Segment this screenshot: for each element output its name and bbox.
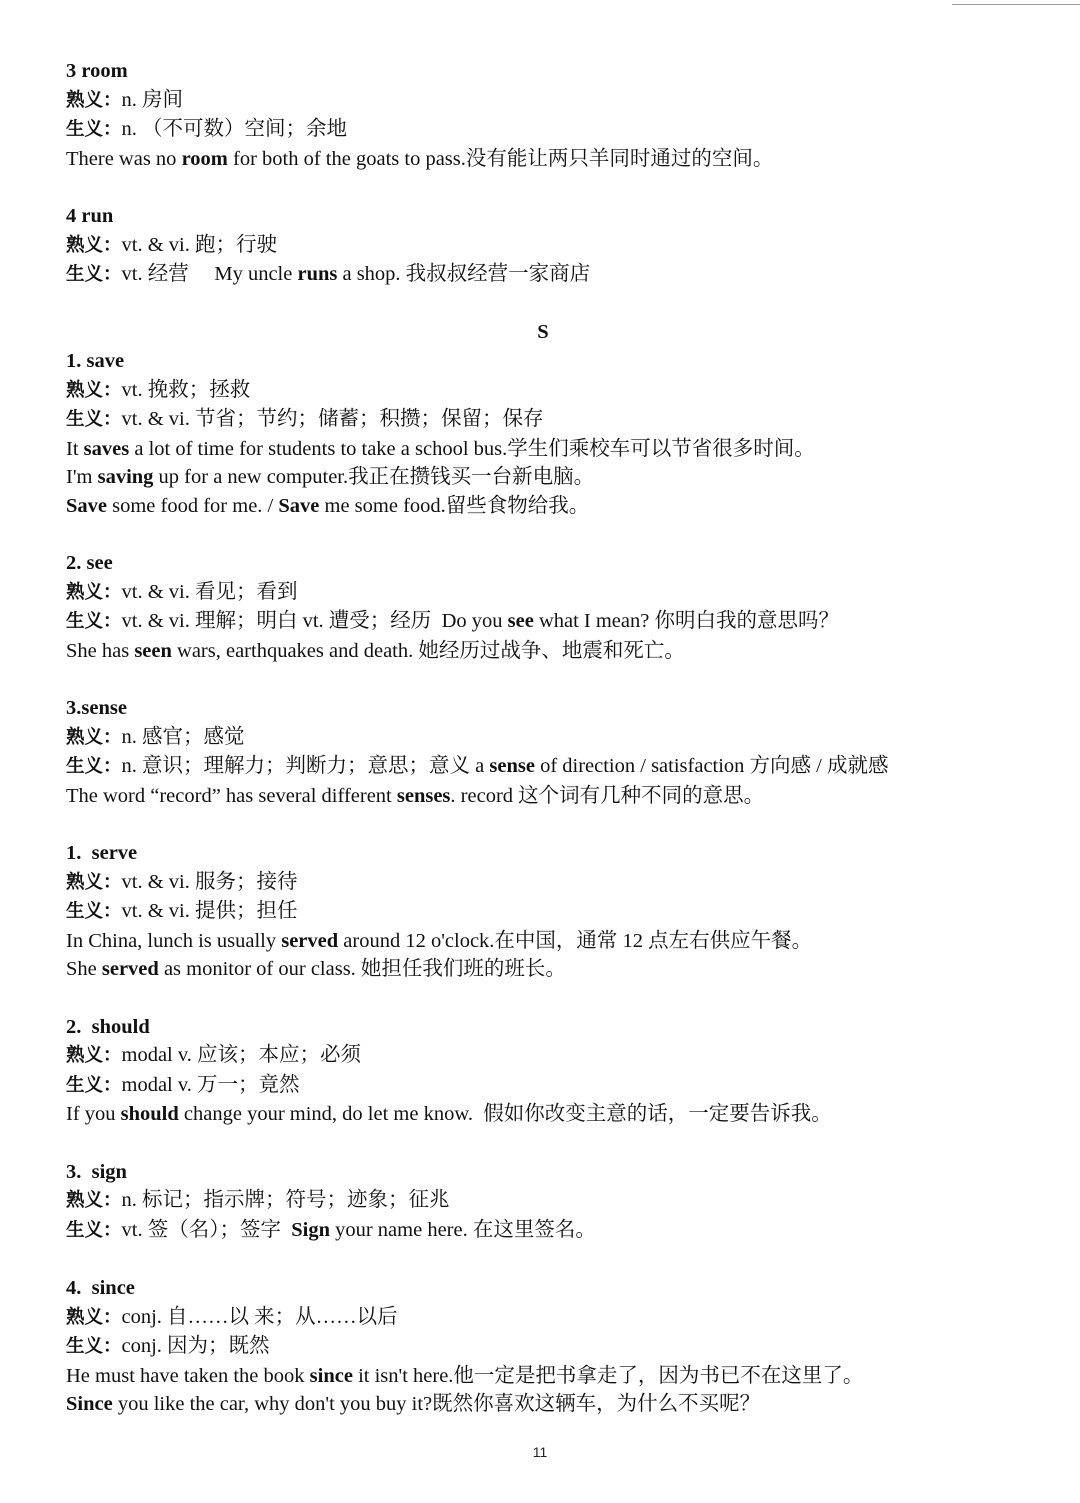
entry-headword: 1. serve — [66, 842, 138, 865]
new-meaning-line — [66, 115, 1026, 145]
keyword: sense — [489, 755, 535, 778]
familiar-meaning-line — [66, 578, 1026, 608]
familiar-label: 熟义： — [66, 89, 122, 111]
familiar-label: 熟义： — [66, 581, 122, 603]
section-letter: S — [537, 321, 549, 344]
entry-since — [66, 1274, 1026, 1419]
keyword: saves — [83, 437, 130, 460]
example-sentence: There was no room for both of the goats to pass.没有能让两只羊同时通过的空间。 — [66, 147, 774, 170]
new-meaning: vt. & vi. 理解；明白 vt. 遭受；经历 — [121, 610, 432, 633]
new-meaning-line — [66, 405, 1026, 435]
vocabulary-list — [66, 57, 1026, 1448]
keyword: senses — [396, 784, 451, 807]
keyword: served — [101, 958, 159, 981]
familiar-label: 熟义： — [66, 234, 122, 256]
entry-headword: 3.sense — [66, 697, 127, 720]
new-meaning: n. （不可数）空间；余地 — [121, 118, 348, 141]
keyword: room — [181, 147, 228, 170]
new-meaning: n. 意识；理解力；判断力；意思；意义 — [121, 755, 471, 778]
example-sentence: It saves a lot of time for students to take a school bus.学生们乘校车可以节省很多时间。 — [66, 437, 815, 460]
example-sentence: I'm saving up for a new computer.我正在攒钱买一台新电脑。 — [66, 466, 595, 489]
new-meaning: vt. & vi. 提供；担任 — [121, 900, 298, 923]
entry-sense — [66, 694, 1026, 810]
familiar-label: 熟义： — [66, 726, 122, 748]
familiar-meaning-line — [66, 231, 1026, 261]
example-sentence: He must have taken the book since it isn't here.他一定是把书拿走了，因为书已不在这里了。 — [66, 1364, 864, 1387]
keyword: since — [309, 1364, 353, 1387]
new-label: 生义： — [66, 756, 122, 778]
entry-should — [66, 1013, 1026, 1129]
familiar-meaning-line — [66, 1186, 1026, 1216]
new-meaning-line: 生义：vt. 签（名）；签字 Sign your name here. 在这里签名。 — [66, 1218, 596, 1241]
new-meaning: vt. 签（名）；签字 — [121, 1218, 281, 1241]
new-meaning-line — [66, 1071, 1026, 1101]
new-meaning: conj. 因为；既然 — [121, 1335, 270, 1358]
example-sentence: The word “record” has several different senses. record 这个词有几种不同的意思。 — [66, 784, 765, 807]
entry-headword: 3 room — [66, 60, 128, 82]
entry-headword: 1. save — [66, 349, 125, 372]
entry-room — [66, 57, 1026, 173]
top-edge-rule — [952, 4, 1080, 5]
example-sentence: She has seen wars, earthquakes and death. 她经历过战争、地震和死亡。 — [66, 639, 685, 662]
new-meaning-line — [66, 1332, 1026, 1362]
keyword: seen — [134, 639, 172, 662]
new-label: 生义： — [66, 409, 122, 431]
entry-headword: 3. sign — [66, 1160, 127, 1183]
entry-headword: 4. since — [66, 1276, 135, 1299]
familiar-meaning: n. 标记；指示牌；符号；迹象；征兆 — [121, 1189, 450, 1212]
familiar-meaning-line — [66, 1041, 1026, 1071]
familiar-label: 熟义： — [66, 379, 122, 401]
familiar-label: 熟义： — [66, 1306, 122, 1328]
new-label: 生义： — [66, 264, 122, 286]
new-label: 生义： — [66, 611, 122, 633]
new-meaning-line: 生义：vt. & vi. 理解；明白 vt. 遭受；经历 Do you see what I mean? 你明白我的意思吗？ — [66, 610, 839, 633]
familiar-meaning: modal v. 应该；本应；必须 — [121, 1044, 362, 1067]
new-meaning-line: 生义：vt. 经营 My uncle runs a shop. 我叔叔经营一家商店 — [66, 263, 591, 286]
keyword: Save — [66, 494, 107, 517]
keyword: Save — [278, 494, 320, 517]
familiar-meaning: conj. 自……以 来；从……以后 — [121, 1305, 398, 1328]
new-label: 生义： — [66, 901, 122, 923]
entry-see — [66, 549, 1026, 665]
familiar-label: 熟义： — [66, 1190, 122, 1212]
familiar-meaning-line — [66, 868, 1026, 898]
new-meaning: modal v. 万一；竟然 — [121, 1073, 300, 1096]
familiar-meaning-line — [66, 376, 1026, 406]
entry-serve — [66, 839, 1026, 984]
new-meaning-line: 生义：n. 意识；理解力；判断力；意思；意义 a sense of direction / satisfaction 方向感 / 成就感 — [66, 755, 889, 778]
page-number: 11 — [532, 1444, 548, 1460]
keyword: Since — [66, 1393, 113, 1416]
familiar-meaning-line — [66, 723, 1026, 753]
keyword: saving — [97, 466, 154, 489]
entry-headword: 2. should — [66, 1015, 150, 1038]
familiar-meaning: n. 房间 — [121, 88, 184, 111]
example-sentence: If you should change your mind, do let me know. 假如你改变主意的话，一定要告诉我。 — [66, 1103, 832, 1126]
keyword: runs — [297, 263, 338, 286]
entry-sign — [66, 1158, 1026, 1246]
new-label: 生义： — [66, 1336, 122, 1358]
familiar-meaning: n. 感官；感觉 — [121, 725, 245, 748]
keyword: served — [281, 929, 339, 952]
new-label: 生义： — [66, 119, 122, 141]
entry-run — [66, 202, 1026, 290]
entry-headword: 4 run — [66, 204, 114, 227]
entry-headword: 2. see — [66, 552, 113, 575]
entry-save — [66, 318, 1026, 520]
example-sentence: She served as monitor of our class. 她担任我们班的班长。 — [66, 958, 566, 981]
new-meaning: vt. & vi. 节省；节约；储蓄；积攒；保留；保存 — [121, 408, 544, 431]
new-label: 生义： — [66, 1074, 122, 1096]
example-sentence: In China, lunch is usually served around 12 o'clock.在中国，通常 12 点左右供应午餐。 — [66, 929, 813, 952]
familiar-meaning: vt. & vi. 看见；看到 — [121, 580, 298, 603]
example-sentence: Save some food for me. / Save me some food.留些食物给我。 — [66, 494, 590, 517]
new-label: 生义： — [66, 1219, 122, 1241]
keyword: see — [507, 610, 534, 633]
familiar-meaning: vt. & vi. 跑；行驶 — [121, 233, 277, 256]
familiar-meaning: vt. 挽救；拯救 — [121, 378, 251, 401]
familiar-meaning-line — [66, 86, 1026, 116]
keyword: should — [120, 1103, 179, 1126]
example-sentence: Since you like the car, why don't you buy it?既然你喜欢这辆车，为什么不买呢？ — [66, 1393, 761, 1416]
familiar-meaning-line — [66, 1303, 1026, 1333]
keyword: Sign — [291, 1218, 330, 1241]
familiar-label: 熟义： — [66, 871, 122, 893]
familiar-meaning: vt. & vi. 服务；接待 — [121, 870, 298, 893]
new-meaning: vt. 经营 — [121, 263, 189, 286]
new-meaning-line — [66, 897, 1026, 927]
familiar-label: 熟义： — [66, 1045, 122, 1067]
